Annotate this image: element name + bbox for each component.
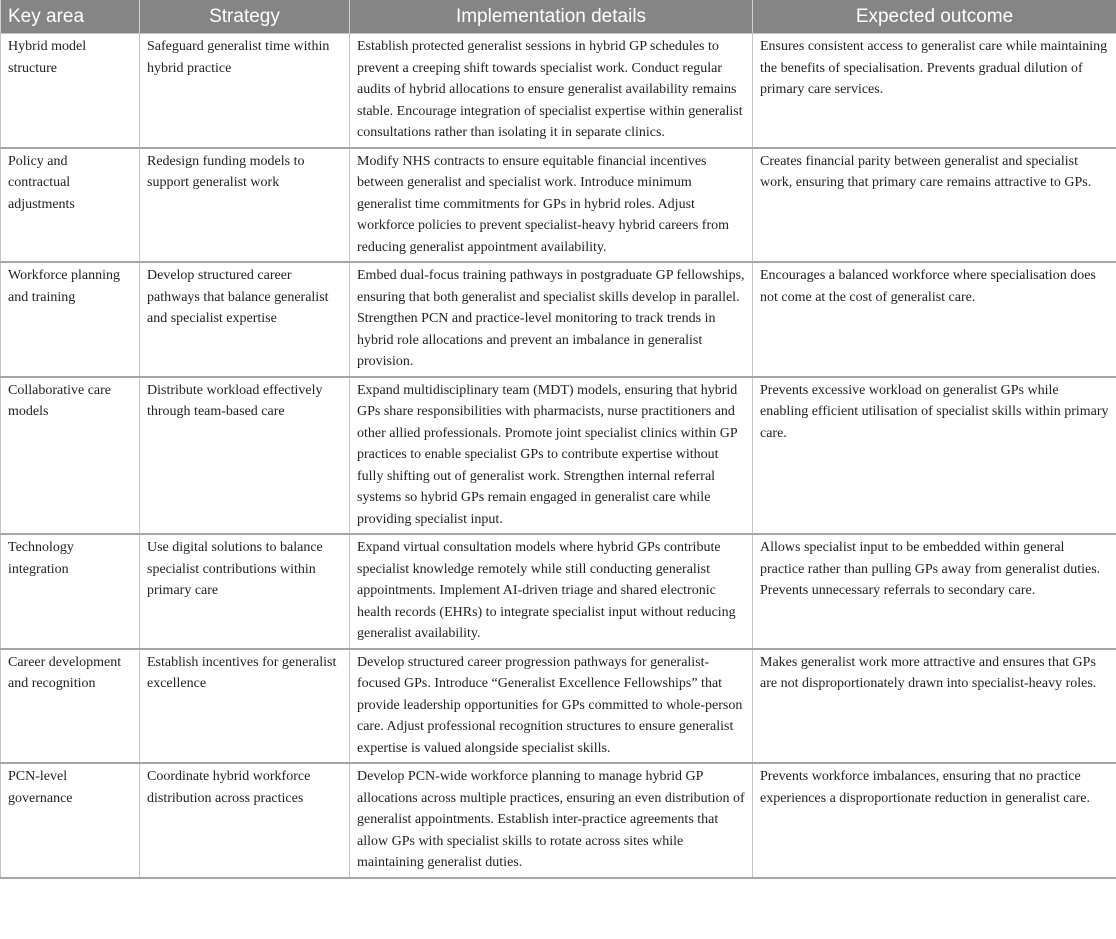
header-outcome: Expected outcome — [753, 0, 1116, 34]
cell-strategy: Use digital solutions to balance specialist contributions within primary care — [140, 534, 350, 649]
table-row — [1, 34, 1116, 148]
cell-strategy: Establish incentives for generalist excellence — [140, 649, 350, 764]
header-key-area: Key area — [1, 0, 140, 34]
cell-strategy: Distribute workload effectively through team-based care — [140, 377, 350, 535]
cell-implementation: Establish protected generalist sessions in hybrid GP schedules to prevent a creeping shift towards specialist work. Conduct regular audits of hybrid allocations to ensure generalist availability remains stable. Encourage integration of specialist expertise within generalist consultations rather than isolating it in separate clinics. — [350, 34, 753, 148]
cell-outcome: Prevents excessive workload on generalist GPs while enabling efficient utilisation of specialist skills within primary care. — [753, 377, 1116, 535]
table-header-row — [1, 0, 1116, 34]
cell-implementation: Modify NHS contracts to ensure equitable financial incentives between generalist and specialist work. Introduce minimum generalist time commitments for GPs in hybrid roles. Adjust workforce policies to prevent specialist-heavy hybrid careers from reducing generalist appointment availability. — [350, 148, 753, 263]
cell-outcome: Encourages a balanced workforce where specialisation does not come at the cost of generalist care. — [753, 262, 1116, 377]
header-strategy: Strategy — [140, 0, 350, 34]
cell-implementation: Develop structured career progression pathways for generalist-focused GPs. Introduce “Generalist Excellence Fellowships” that provide leadership opportunities for GPs committed to whole-person care. Adjust professional recognition structures to ensure generalist expertise is valued alongside specialist skills. — [350, 649, 753, 764]
cell-outcome: Prevents workforce imbalances, ensuring that no practice experiences a disproportionate reduction in generalist care. — [753, 763, 1116, 878]
cell-key-area: Collaborative care models — [1, 377, 140, 535]
table-row — [1, 763, 1116, 878]
cell-outcome: Makes generalist work more attractive and ensures that GPs are not disproportionately drawn into specialist-heavy roles. — [753, 649, 1116, 764]
cell-strategy: Develop structured career pathways that balance generalist and specialist expertise — [140, 262, 350, 377]
cell-outcome: Allows specialist input to be embedded within general practice rather than pulling GPs away from generalist duties. Prevents unnecessary referrals to secondary care. — [753, 534, 1116, 649]
cell-key-area: Workforce planning and training — [1, 262, 140, 377]
table-row — [1, 649, 1116, 764]
cell-key-area: PCN-level governance — [1, 763, 140, 878]
cell-implementation: Expand virtual consultation models where hybrid GPs contribute specialist knowledge remotely while still conducting generalist appointments. Implement AI-driven triage and shared electronic health records (EHRs) to integrate specialist input without reducing generalist availability. — [350, 534, 753, 649]
table-row — [1, 534, 1116, 649]
header-implementation: Implementation details — [350, 0, 753, 34]
cell-outcome: Ensures consistent access to generalist care while maintaining the benefits of specialisation. Prevents gradual dilution of primary care services. — [753, 34, 1116, 148]
cell-key-area: Hybrid model structure — [1, 34, 140, 148]
cell-strategy: Redesign funding models to support generalist work — [140, 148, 350, 263]
table-row — [1, 148, 1116, 263]
cell-outcome: Creates financial parity between generalist and specialist work, ensuring that primary care remains attractive to GPs. — [753, 148, 1116, 263]
table-row — [1, 377, 1116, 535]
cell-implementation: Embed dual-focus training pathways in postgraduate GP fellowships, ensuring that both generalist and specialist skills develop in parallel. Strengthen PCN and practice-level monitoring to track trends in hybrid role allocations and prevent an imbalance in generalist provision. — [350, 262, 753, 377]
cell-key-area: Career development and recognition — [1, 649, 140, 764]
cell-strategy: Coordinate hybrid workforce distribution across practices — [140, 763, 350, 878]
cell-implementation: Expand multidisciplinary team (MDT) models, ensuring that hybrid GPs share responsibilities with pharmacists, nurse practitioners and other allied professionals. Promote joint specialist clinics within GP practices to enable specialist GPs to contribute expertise without fully shifting out of generalist work. Strengthen internal referral systems so hybrid GPs remain engaged in generalist care while providing specialist input. — [350, 377, 753, 535]
cell-key-area: Technology integration — [1, 534, 140, 649]
cell-strategy: Safeguard generalist time within hybrid practice — [140, 34, 350, 148]
cell-key-area: Policy and contractual adjustments — [1, 148, 140, 263]
table-row — [1, 262, 1116, 377]
cell-implementation: Develop PCN-wide workforce planning to manage hybrid GP allocations across multiple practices, ensuring an even distribution of generalist appointments. Establish inter-practice agreements that allow GPs with specialist skills to rotate across sites while maintaining generalist duties. — [350, 763, 753, 878]
